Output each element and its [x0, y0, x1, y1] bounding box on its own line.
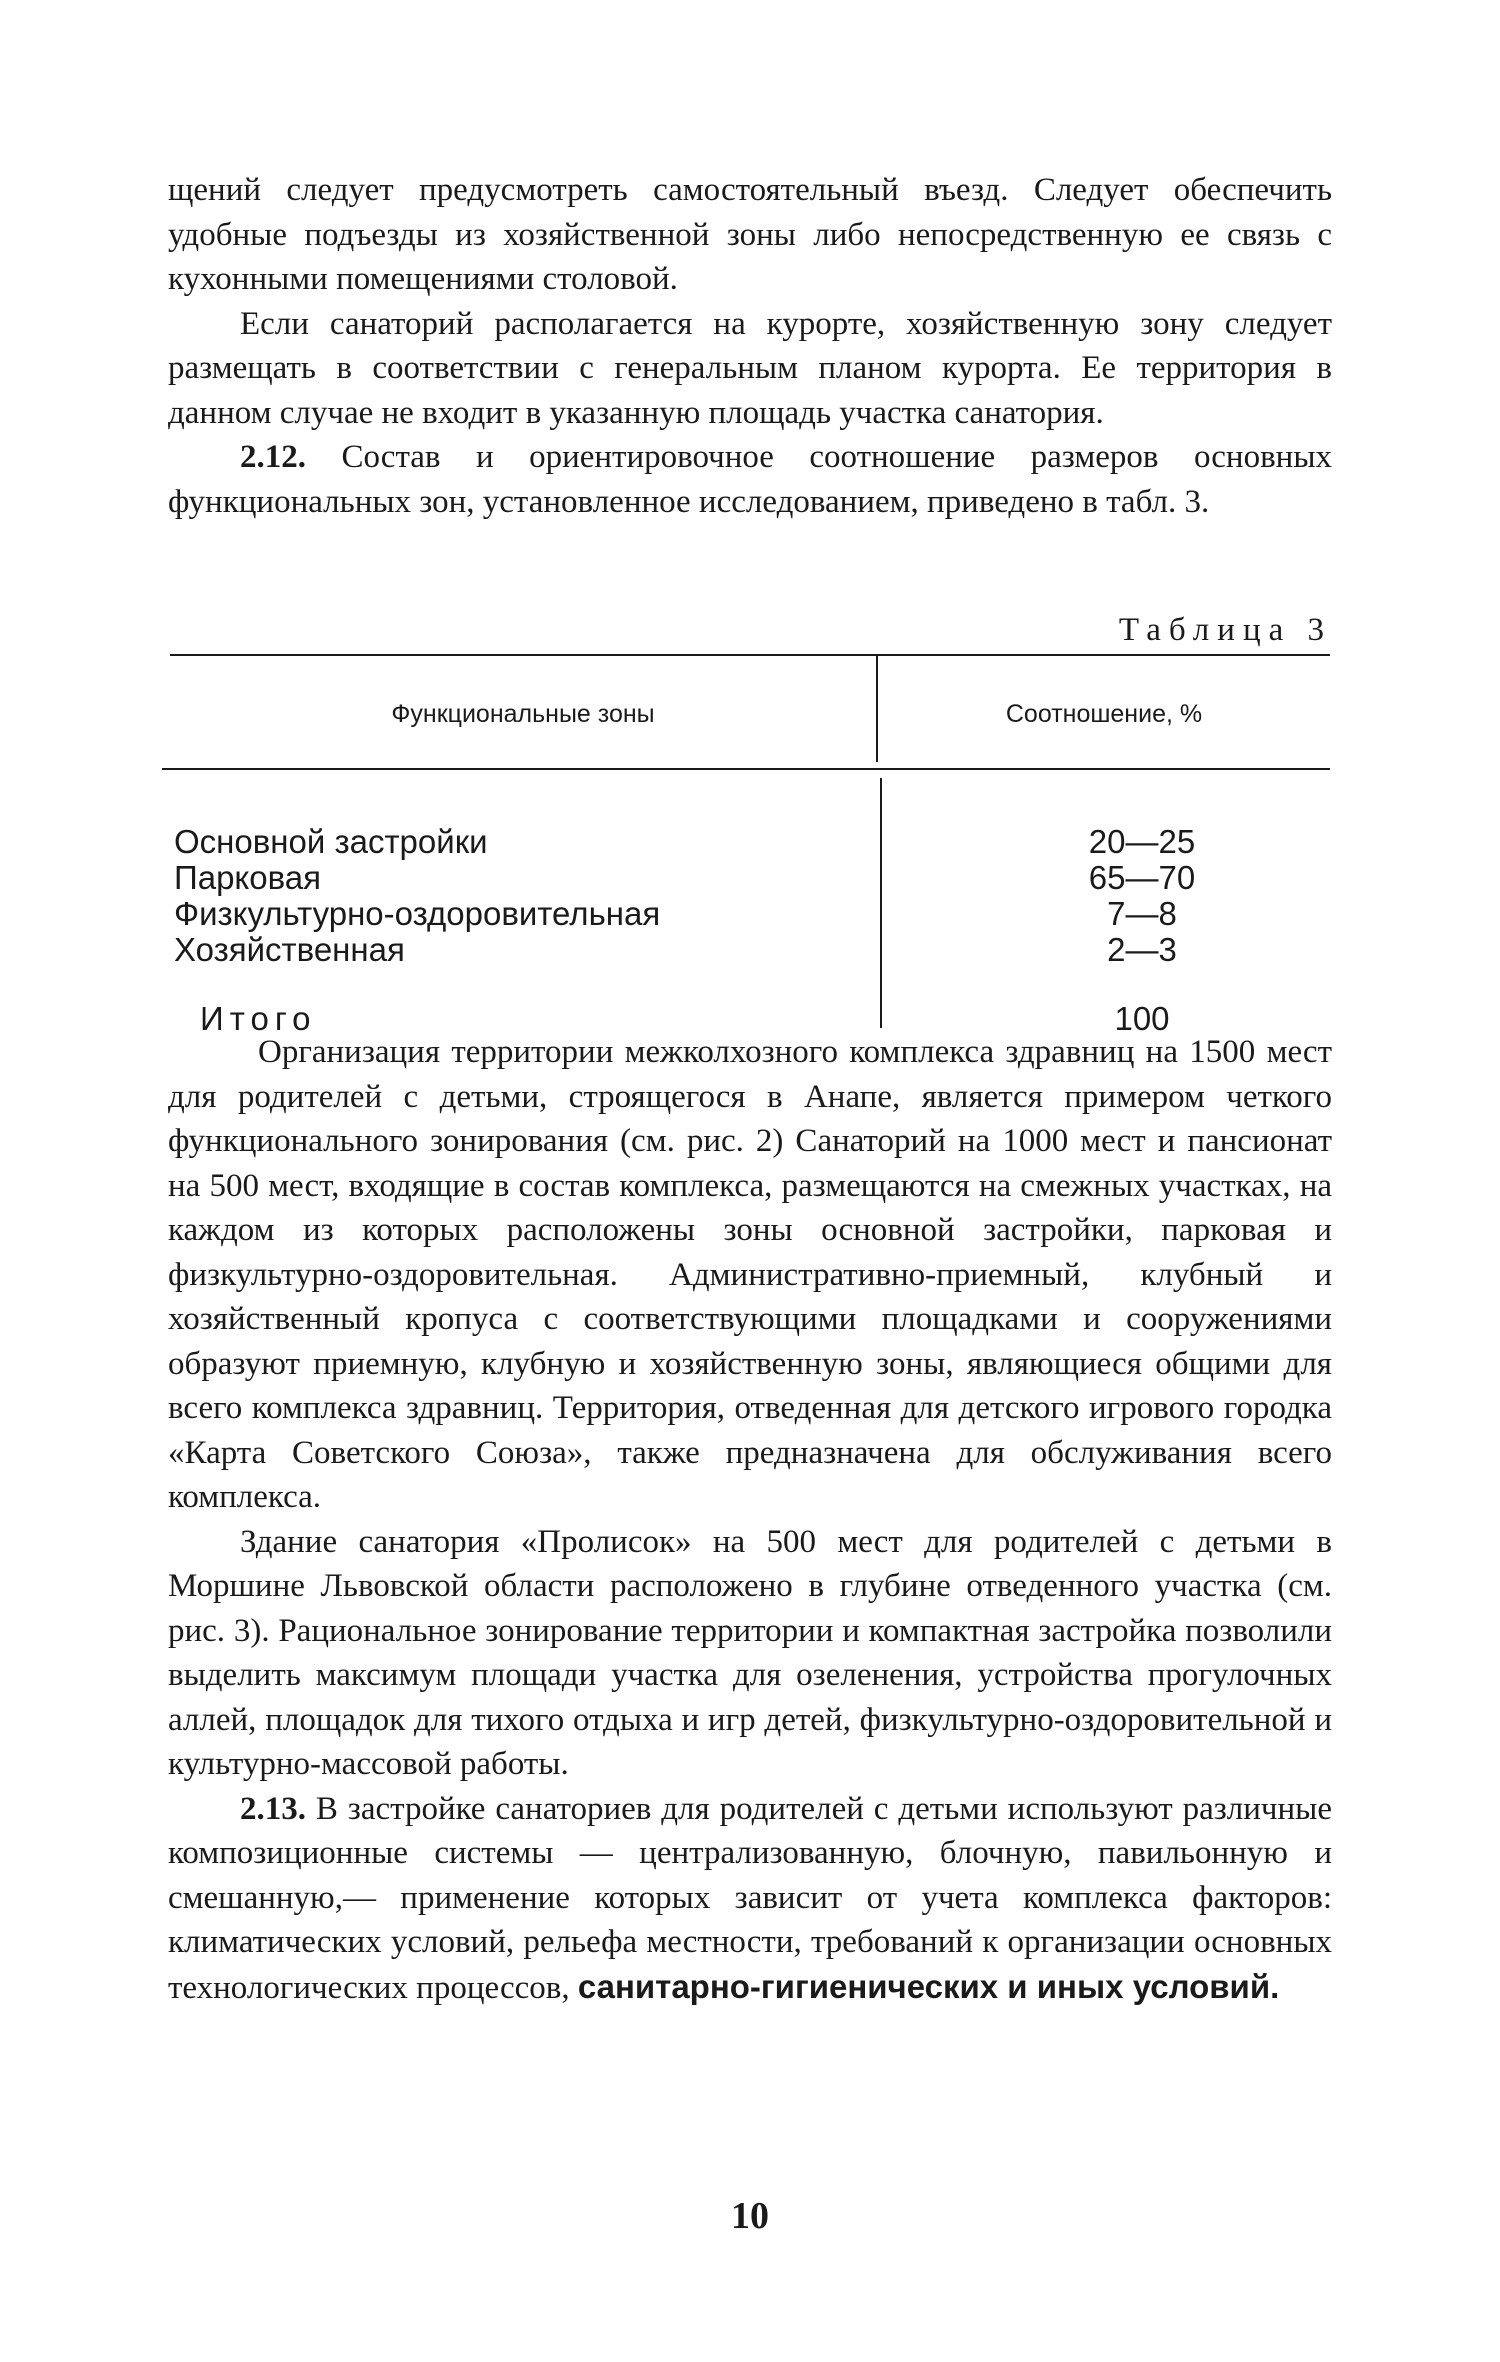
- section-number: 2.13.: [240, 1790, 306, 1827]
- paragraph-continued: щений следует предусмотреть самостоятельный въезд. Следует обеспечить удобные подъезды из хозяйственной зоны либо непосредственную ее связь с кухонными помещениями столовой.: [168, 172, 1332, 297]
- table-row-ratio: 7—8: [1107, 895, 1177, 932]
- section-last-line: санитарно-гигиенических и иных условий.: [577, 1967, 1280, 2005]
- table-header-rule: [162, 768, 1330, 770]
- table-header-zones: Функциональные зоны: [391, 700, 655, 728]
- table-row-zone: Физкультурно-оздоровительная: [174, 895, 661, 932]
- table-caption: Таблица 3: [1118, 612, 1332, 648]
- table-row-zone: Хозяйственная: [174, 931, 405, 968]
- bottom-text: [168, 1030, 1332, 2010]
- table-row-ratio: 65—70: [1088, 859, 1196, 896]
- table-top-rule: [170, 654, 1330, 656]
- table-total-label: Итого: [200, 1000, 317, 1037]
- table-row-zone: Основной застройки: [174, 823, 488, 860]
- table-row-ratio: 2—3: [1107, 931, 1177, 968]
- paragraph-prolisok: Здание санатория «Пролисок» на 500 мест для родителей с детьми в Моршине Львовской области расположено в глубине отведенного участка (см. рис. 3). Рациональное зонирование территории и компактная застройка позволили выделить максимум площади участка для озеленения, устройства прогулочных аллей, площадок для тихого отдыха и игр детей, физкультурно-оздоровительной и культурно-массовой работы.: [168, 1523, 1332, 1782]
- table-body-column-divider: [880, 778, 882, 1028]
- section-2-13: [168, 1787, 1332, 2011]
- section-number: 2.12.: [240, 439, 306, 475]
- section-text: В застройке санаториев для родителей с детьми используют различные композиционные системы — централизованную, блочную, павильонную и смешанную,— применение которых зависит от учета комплекса факторов: климатических условий, рельефа местности, требований к организации основных технологических процессов,: [168, 1790, 1332, 2006]
- section-text: Состав и ориентировочное соотношение размеров основных функциональных зон, установленное исследованием, приведено в табл. 3.: [168, 439, 1332, 520]
- top-text: [168, 168, 1332, 524]
- table-header-ratio: Соотношение, %: [1005, 700, 1203, 728]
- paragraph-resort: Если санаторий располагается на курорте, хозяйственную зону следует размещать в соответствии с генеральным планом курорта. Ее территория в данном случае не входит в указанную площадь участка санатория.: [168, 305, 1332, 431]
- section-2-12: [168, 435, 1332, 524]
- page-number: 10: [731, 2195, 769, 2237]
- table-row-zone: Парковая: [174, 859, 321, 896]
- table-total-value: 100: [1114, 1000, 1170, 1037]
- table-row-ratio: 20—25: [1088, 823, 1196, 860]
- paragraph-anapa: Организация территории межколхозного комплекса здравниц на 1500 мест для родителей с детьми, строящегося в Анапе, является примером четкого функционального зонирования (см. рис. 2) Санаторий на 1000 мест и пансионат на 500 мест, входящие в состав комплекса, размещаются на смежных участках, на каждом из которых расположены зоны основной застройки, парковая и физкультурно-оздоровительная. Административно-приемный, клубный и хозяйственный кропуса с соответствующими площадками и сооружениями образуют приемную, клубную и хозяйственную зоны, являющиеся общими для всего комплекса здравниц. Территория, отведенная для детского игрового городка «Карта Советского Союза», также предназначена для обслуживания всего комплекса.: [168, 1034, 1332, 1515]
